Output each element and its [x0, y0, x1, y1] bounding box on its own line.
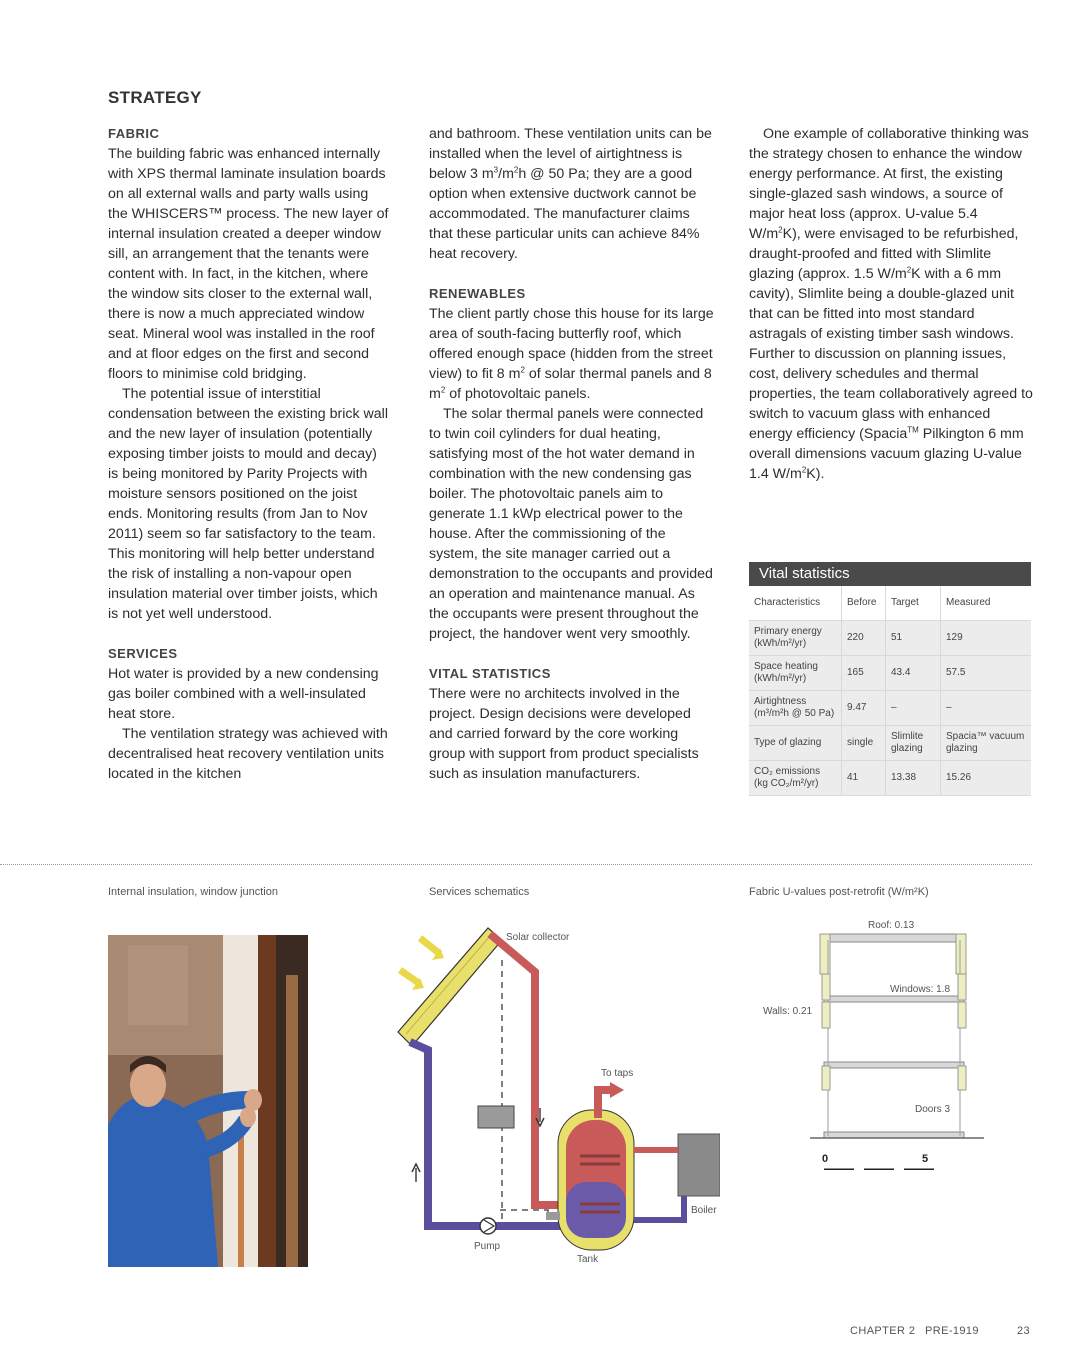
scale-five: 5	[922, 1153, 929, 1165]
table-header-row	[749, 586, 1031, 621]
row-label: CO₂ emissions (kg CO₂/m²/yr)	[749, 761, 842, 796]
row-label: Primary energy (kWh/m²/yr)	[749, 621, 842, 656]
uvalue-section-drawing	[750, 910, 1032, 1170]
table-header: Measured	[941, 586, 1032, 621]
cell-measured: –	[941, 691, 1032, 726]
services-paragraph-3: and bathroom. These ventilation units can be installed when the level of airtightness is below 3 $m^3/m^2h$ @ 50 Pa; they are a good option when extensive ductwork cannot be accommodated. The manufacturer claims that these particular units can achieve 84% heat recovery.	[429, 126, 712, 262]
fabric-paragraph-1: The building fabric was enhanced internally with XPS thermal laminate insulation boards on all external walls and party walls using the WHISCERS™ process. The new layer of internal insulation created a deeper window sill, an arrangement that the tenants were content with. In fact, in the kitchen, where the window sits closer to the external wall, there is now a much appreciated window seat. Mineral wool was installed in the roof and at floor edges on the first and second floors to minimise cold bridging.	[108, 146, 389, 382]
vital-statistics-table	[749, 562, 1031, 796]
scale-zero: 0	[822, 1153, 829, 1165]
cell-measured: 129	[941, 621, 1032, 656]
footer-chapter: CHAPTER 2	[850, 1325, 916, 1337]
label-windows: Windows: 1.8	[890, 984, 951, 995]
fabric-heading: FABRIC	[108, 126, 160, 141]
cell-before: 41	[842, 761, 886, 796]
cell-before: 220	[842, 621, 886, 656]
table-row	[749, 621, 1031, 656]
stats-table	[749, 586, 1031, 796]
row-label: Type of glazing	[749, 726, 842, 761]
services-paragraph-1: Hot water is provided by a new condensing gas boiler combined with a well-insulated heat store.	[108, 666, 379, 722]
table-header: Characteristics	[749, 586, 842, 621]
label-roof: Roof: 0.13	[868, 920, 915, 931]
insulation-photo	[108, 935, 308, 1267]
services-paragraph-2: The ventilation strategy was achieved with decentralised heat recovery ventilation units located in the kitchen	[108, 726, 388, 782]
cell-target: 51	[886, 621, 941, 656]
page-title: STRATEGY	[108, 88, 202, 107]
cell-before: 165	[842, 656, 886, 691]
label-boiler: Boiler	[691, 1205, 717, 1216]
label-walls: Walls: 0.21	[763, 1006, 813, 1017]
services-schematic	[380, 920, 720, 1270]
label-doors: Doors 3	[915, 1104, 951, 1115]
figure-caption-photo: Internal insulation, window junction	[108, 886, 278, 898]
vital-statistics-heading: VITAL STATISTICS	[429, 666, 551, 681]
cell-target: 13.38	[886, 761, 941, 796]
figure-caption-uvalues: Fabric U-values post-retrofit (W/m²K)	[749, 886, 929, 898]
fabric-paragraph-2: The potential issue of interstitial condensation between the existing brick wall and the new layer of insulation (potentially exposing timber joists to mould and decay) is being monitored by Parity Projects with moisture sensors positioned on the joist ends. Monitoring results (from Jan to Nov 2011) seem so far satisfactory to the team. This monitoring will help better understand the risk of installing a non-vapour open insulation material over timber joists, which is not yet well understood.	[108, 386, 388, 622]
cell-measured: 57.5	[941, 656, 1032, 691]
cell-target: –	[886, 691, 941, 726]
table-row	[749, 761, 1031, 796]
renewables-paragraph-1: The client partly chose this house for its large area of south-facing butterfly roof, which offered enough space (hidden from the street view) to fit 8 $m^2$ of solar thermal panels and 8 $m^2$ of photovoltaic panels.	[429, 306, 714, 402]
figure-caption-schematic: Services schematics	[429, 886, 530, 898]
footer-section: PRE-1919	[925, 1325, 979, 1337]
table-row	[749, 726, 1031, 761]
table-row	[749, 691, 1031, 726]
row-label: Space heating (kWh/m²/yr)	[749, 656, 842, 691]
cell-before: single	[842, 726, 886, 761]
services-heading: SERVICES	[108, 646, 178, 661]
table-header: Before	[842, 586, 886, 621]
vital-statistics-paragraph-2: One example of collaborative thinking was the strategy chosen to enhance the window energy performance. At first, the existing single-glazed sash windows, a source of major heat loss (approx. U-value 5.4 $W/m^2K$), were envisaged to be refurbished, draught-proofed and fitted with Slimlite glazing (approx. 1.5 $W/m^2K$ with a 6 mm cavity), Slimlite being a double-glazed unit that can be fitted into most standard astragals of existing timber sash windows. Further to discussion on planning issues, cost, delivery schedules and thermal properties, the team collaboratively agreed to switch to vacuum glass with enhanced energy efficiency (Spacia™ Pilkington 6 mm overall dimensions vacuum glazing U-value 1.4 $W/m^2K$).	[749, 126, 1033, 482]
cell-target: 43.4	[886, 656, 941, 691]
label-solar-collector: Solar collector	[506, 932, 570, 943]
table-row	[749, 656, 1031, 691]
table-title: Vital statistics	[749, 562, 1031, 586]
section-divider	[0, 864, 1032, 865]
text-column-3	[749, 124, 1033, 484]
vital-statistics-paragraph-1: There were no architects involved in the project. Design decisions were developed and carried forward by the core working group with support from product specialists such as insulation manufacturers.	[429, 686, 699, 782]
label-tank: Tank	[577, 1254, 599, 1265]
cell-target: Slimlite glazing	[886, 726, 941, 761]
cell-before: 9.47	[842, 691, 886, 726]
label-pump: Pump	[474, 1241, 501, 1252]
renewables-heading: RENEWABLES	[429, 286, 526, 301]
footer-page-number: 23	[1017, 1325, 1031, 1337]
cell-measured: 15.26	[941, 761, 1032, 796]
label-to-taps: To taps	[601, 1068, 634, 1079]
row-label: Airtightness (m³/m²h @ 50 Pa)	[749, 691, 842, 726]
cell-measured: Spacia™ vacuum glazing	[941, 726, 1032, 761]
text-column-2	[429, 124, 714, 784]
renewables-paragraph-2: The solar thermal panels were connected to twin coil cylinders for dual heating, satisfying most of the hot water demand in combination with the new condensing gas boiler. The photovoltaic panels aim to generate 1.1 kWp electrical power to the house. After the commissioning of the system, the site manager carried out a demonstration to the occupants and provided an operation and maintenance manual. As the occupants were present throughout the project, the handover went very smoothly.	[429, 406, 713, 642]
text-column-1	[108, 124, 390, 784]
table-header: Target	[886, 586, 941, 621]
